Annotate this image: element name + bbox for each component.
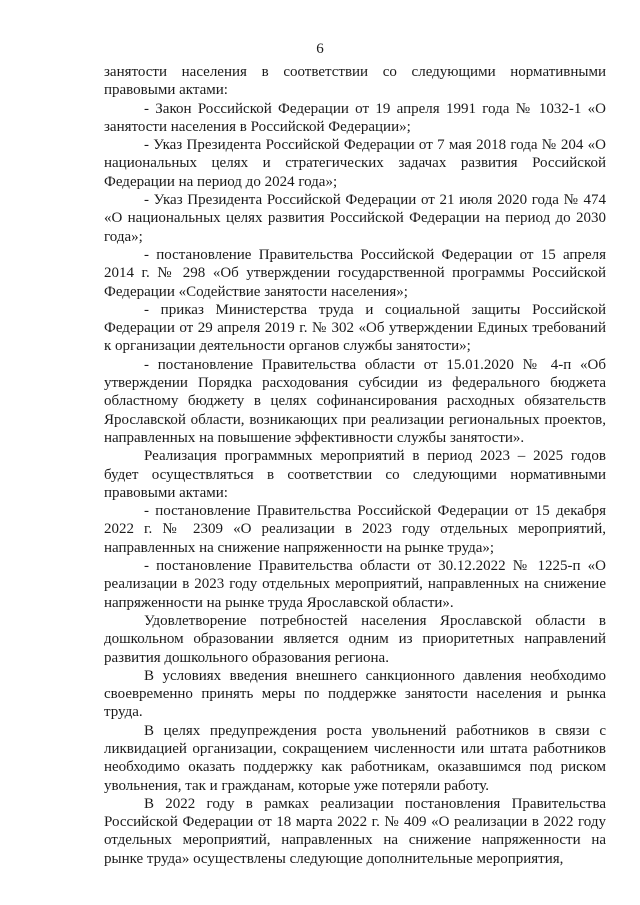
paragraph: - приказ Министерства труда и социальной защиты Российской Федерации от 29 апреля 2019 г. № 302 «Об утверждении Единых требований к организации деятельности органов службы занятости»;: [104, 301, 606, 355]
page-number: 6: [316, 41, 324, 57]
paragraph: - постановление Правительства области от 15.01.2020 № 4-п «Об утверждении Порядка расходования субсидии из федерального бюджета областному бюджету в целях софинансирования расходных обязательств Ярославской области, возникающих при реализации региональных проектов, направленных на повышение эффективности службы занятости».: [104, 356, 606, 446]
paragraph: - постановление Правительства Российской Федерации от 15 апреля 2014 г. № 298 «Об утверждении государственной программы Российской Федерации «Содействие занятости населения»;: [104, 246, 606, 300]
paragraph: В целях предупреждения роста увольнений работников в связи с ликвидацией организации, сокращением численности или штата работников необходимо оказать поддержку как работникам, оказавшимся под риском увольнения, так и гражданам, которые уже потеряли работу.: [104, 722, 606, 794]
paragraph: - Указ Президента Российской Федерации от 21 июля 2020 года № 474 «О национальных целях развития Российской Федерации на период до 2030 года»;: [104, 192, 606, 245]
paragraph: занятости населения в соответствии со следующими нормативными правовыми актами:: [104, 64, 606, 99]
document-body: [104, 63, 606, 868]
paragraph: В 2022 году в рамках реализации постановления Правительства Российской Федерации от 18 марта 2022 г. № 409 «О реализации в 2022 году отдельных мероприятий, направленных на снижение напряженности на рынке труда» осуществлены следующие дополнительные мероприятия,: [104, 795, 606, 867]
paragraph: - Указ Президента Российской Федерации от 7 мая 2018 года № 204 «О национальных целях и стратегических задачах развития Российской Федерации на период до 2024 года»;: [104, 137, 606, 190]
paragraph: - Закон Российской Федерации от 19 апреля 1991 года № 1032-1 «О занятости населения в Российской Федерации»;: [104, 100, 606, 135]
paragraph: В условиях введения внешнего санкционного давления необходимо своевременно принять меры по поддержке занятости населения и рынка труда.: [104, 667, 606, 721]
paragraph: - постановление Правительства Российской Федерации от 15 декабря 2022 г. № 2309 «О реализации в 2023 году отдельных мероприятий, направленных на снижение напряженности на рынке труда»;: [104, 503, 606, 556]
paragraph: - постановление Правительства области от 30.12.2022 № 1225-п «О реализации в 2023 году отдельных мероприятий, направленных на снижение напряженности на рынке труда Ярославской области».: [104, 558, 606, 611]
paragraph: Удовлетворение потребностей населения Ярославской области в дошкольном образовании является одним из приоритетных направлений развития дошкольного образования региона.: [104, 612, 606, 666]
paragraph: Реализация программных мероприятий в период 2023 – 2025 годов будет осуществляться в соответствии со следующими нормативными правовыми актами:: [104, 448, 606, 501]
